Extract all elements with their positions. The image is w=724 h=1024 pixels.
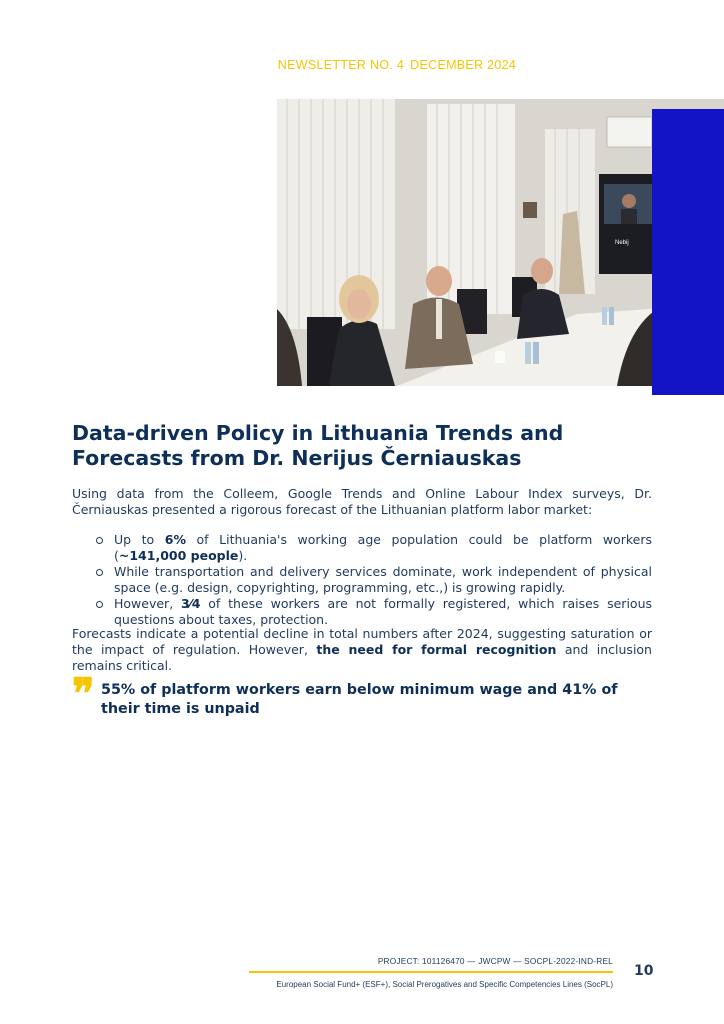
bullet-text: While transportation and delivery services dominate, work independent of physical space (e.g. design, copyrighting, programming, etc.,) is growing rapidly. (114, 564, 652, 595)
bullet-text: of these workers are not formally registered, which raises serious questions about taxes, protection. (114, 596, 652, 627)
bullet-circle-icon (96, 569, 103, 576)
quote-icon: ❞ (72, 669, 95, 718)
key-points-list (96, 532, 652, 628)
intro-paragraph: Using data from the Colleem, Google Trends and Online Labour Index surveys, Dr. Černiauskas presented a rigorous forecast of the Lithuanian platform labor market: (72, 486, 652, 517)
footer-fund-line: European Social Fund+ (ESF+), Social Prerogatives and Specific Competencies Lines (SocPL) (276, 980, 613, 989)
bullet-text: of Lithuania's working age population could be platform workers ( (114, 532, 652, 563)
bullet-text: ). (238, 548, 248, 563)
bullet-text: Up to (114, 532, 165, 547)
bullet-bold: 3⁄4 (180, 596, 201, 611)
list-item (96, 564, 652, 596)
newsletter-number: NEWSLETTER NO. 4 (277, 58, 405, 72)
pull-quote: 55% of platform workers earn below minimum wage and 41% of their time is unpaid (101, 682, 618, 717)
bullet-bold: 6% (164, 532, 186, 547)
bullet-text: However, (114, 596, 181, 611)
forecast-bold: the need for formal recognition (316, 642, 557, 657)
footer-divider (249, 971, 613, 973)
forecast-text: Forecasts indicate a potential decline in total numbers after 2024, suggesting saturation or the impact of regulation. However, (72, 626, 652, 657)
title-line-2: Forecasts from Dr. Nerijus Černiauskas (72, 446, 522, 470)
list-item (96, 596, 652, 628)
page-number: 10 (634, 963, 654, 979)
title-line-1: Data-driven Policy in Lithuania Trends and (72, 421, 564, 445)
bullet-circle-icon (96, 601, 103, 608)
list-item (96, 532, 652, 564)
article-title (72, 421, 672, 471)
screen-caption: Nebij (615, 240, 629, 246)
bullet-circle-icon (96, 537, 103, 544)
forecast-text-end: and inclusion remains critical. (72, 642, 652, 673)
newsletter-date: DECEMBER 2024 (410, 58, 517, 72)
newsletter-header (0, 58, 724, 72)
forecast-paragraph (72, 626, 652, 674)
decorative-blue-block (652, 109, 724, 395)
footer-project-id: PROJECT: 101126470 — JWCPW — SOCPL-2022-IND-REL (377, 956, 613, 966)
bullet-bold: ~141,000 people (118, 548, 239, 563)
